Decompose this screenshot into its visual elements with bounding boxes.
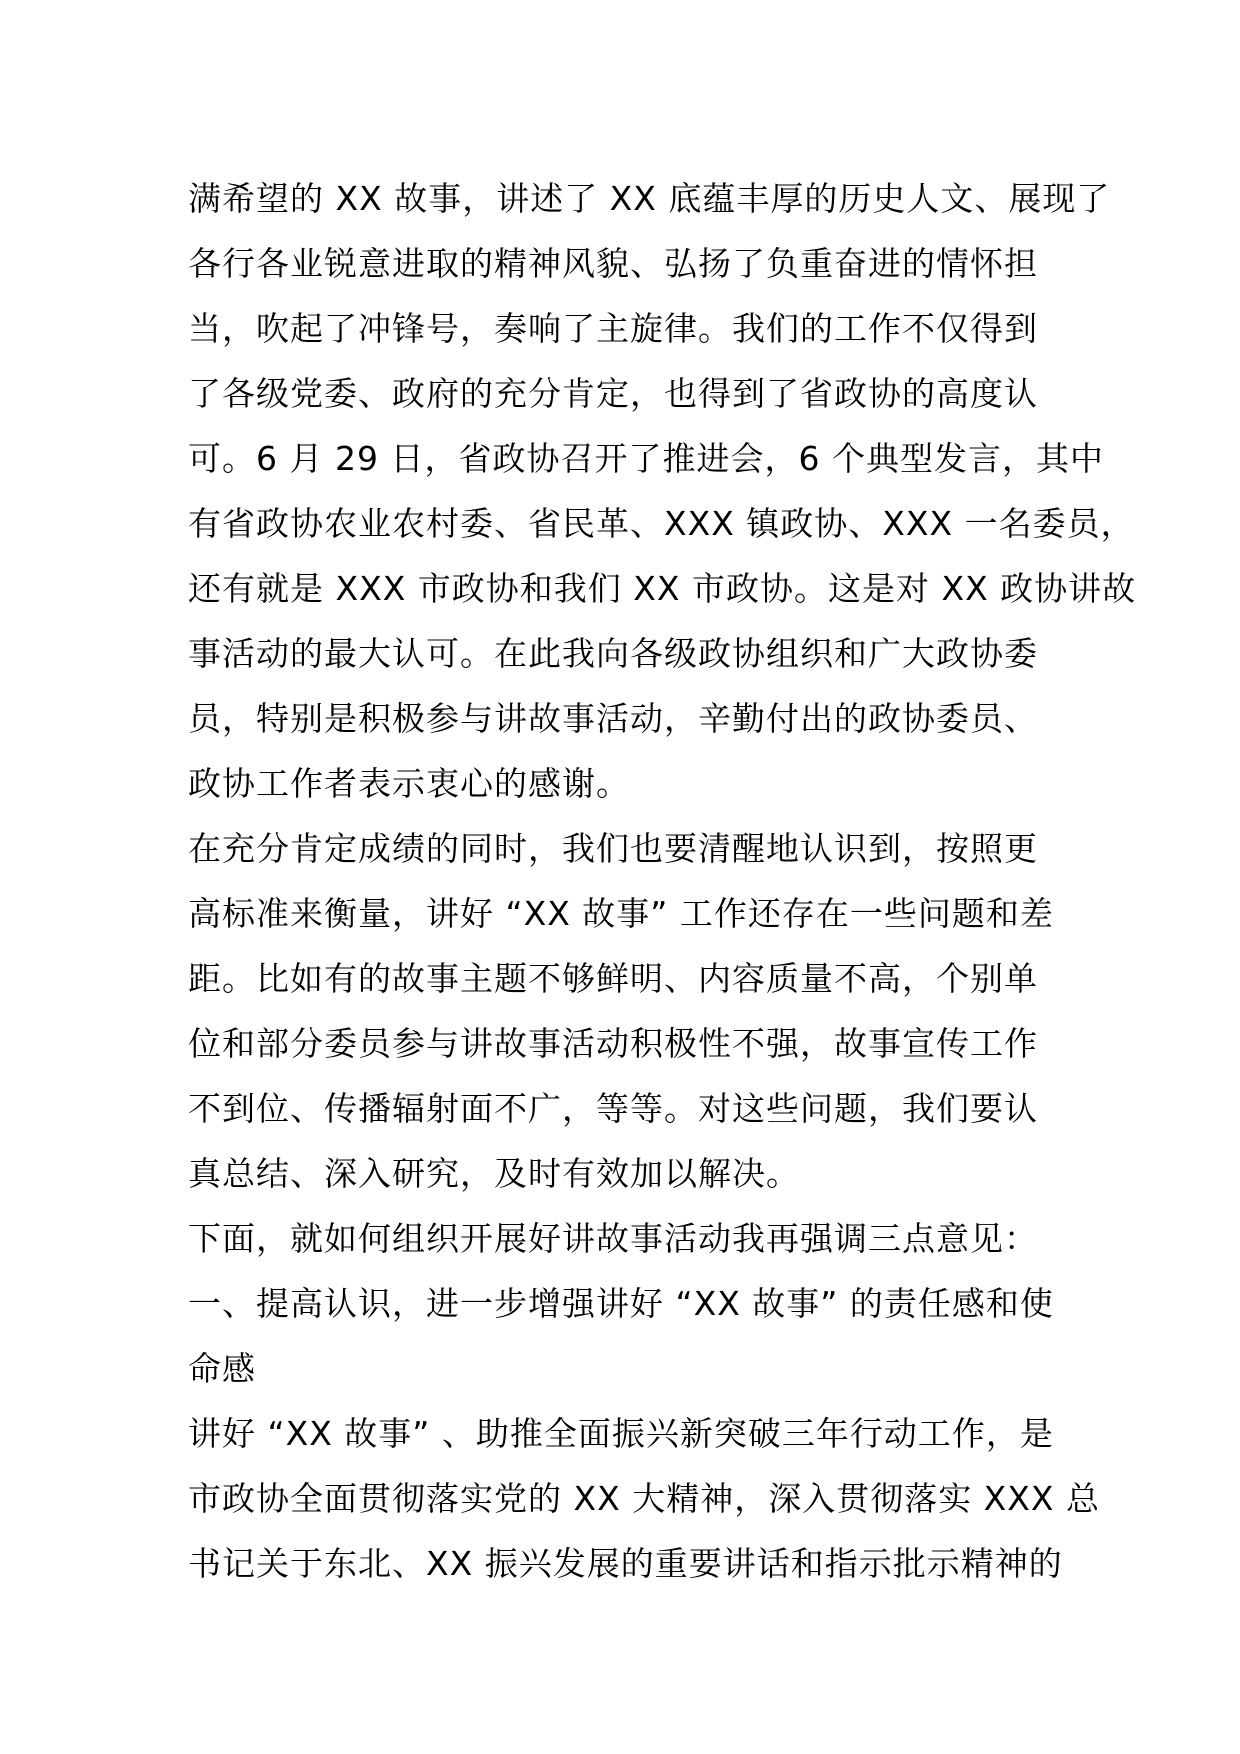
text-line: 员，特别是积极参与讲故事活动，辛勤付出的政协委员、 <box>188 699 1038 738</box>
text-line: 满希望的 XX 故事，讲述了 XX 底蕴丰厚的历史人文、展现了 <box>188 179 1111 218</box>
text-line: 在充分肯定成绩的同时，我们也要清醒地认识到，按照更 <box>188 829 1038 868</box>
text-line: 当，吹起了冲锋号，奏响了主旋律。我们的工作不仅得到 <box>188 309 1038 348</box>
text-line: 了各级党委、政府的充分肯定，也得到了省政协的高度认 <box>188 374 1038 413</box>
text-line: 有省政协农业农村委、省民革、XXX 镇政协、XXX 一名委员， <box>188 504 1135 543</box>
text-line: 书记关于东北、XX 振兴发展的重要讲话和指示批示精神的 <box>188 1544 1063 1583</box>
text-line: 距。比如有的故事主题不够鲜明、内容质量不高，个别单 <box>188 959 1038 998</box>
text-line: 政协工作者表示衷心的感谢。 <box>188 764 630 803</box>
text-line: 事活动的最大认可。在此我向各级政协组织和广大政协委 <box>188 634 1038 673</box>
text-line: 真总结、深入研究，及时有效加以解决。 <box>188 1154 800 1193</box>
section-heading-line: 命感 <box>188 1349 256 1388</box>
text-line: 各行各业锐意进取的精神风貌、弘扬了负重奋进的情怀担 <box>188 244 1038 283</box>
text-line: 市政协全面贯彻落实党的 XX 大精神，深入贯彻落实 XXX 总 <box>188 1479 1100 1518</box>
text-line: 还有就是 XXX 市政协和我们 XX 市政协。这是对 XX 政协讲故 <box>188 569 1137 608</box>
body-text <box>188 166 1137 1596</box>
text-line: 高标准来衡量，讲好 “XX 故事” 工作还存在一些问题和差 <box>188 894 1054 933</box>
text-line: 位和部分委员参与讲故事活动积极性不强，故事宣传工作 <box>188 1024 1038 1063</box>
text-line: 下面，就如何组织开展好讲故事活动我再强调三点意见： <box>188 1219 1038 1258</box>
text-line: 讲好 “XX 故事” 、助推全面振兴新突破三年行动工作，是 <box>188 1414 1054 1453</box>
text-line: 不到位、传播辐射面不广，等等。对这些问题，我们要认 <box>188 1089 1038 1128</box>
section-heading-line: 一、提高认识，进一步增强讲好 “XX 故事” 的责任感和使 <box>188 1284 1054 1323</box>
text-line: 可。6 月 29 日，省政协召开了推进会，6 个典型发言，其中 <box>188 439 1104 478</box>
